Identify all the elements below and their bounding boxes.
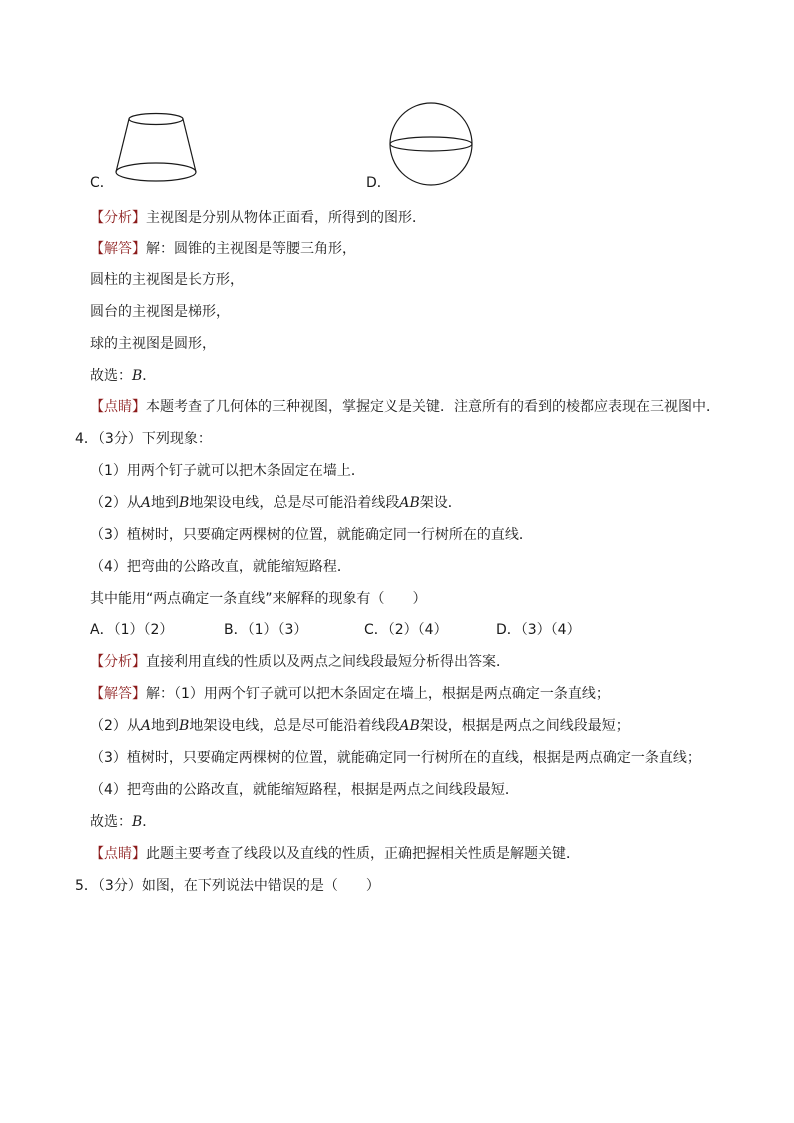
choice-prefix: 故选： [90, 368, 132, 384]
comment-tag: 【点睛】 [90, 399, 146, 415]
point-b: B [179, 718, 190, 734]
q3-comment [90, 397, 720, 417]
comment-text: 此题主要考查了线段以及直线的性质，正确把握相关性质是解题关键． [146, 846, 580, 862]
frustum-left-edge [116, 119, 129, 172]
q4-item-3: （3）植树时，只要确定两棵树的位置，就能确定同一行树所在的直线． [90, 527, 533, 543]
choice-prefix: 故选： [90, 814, 132, 830]
analysis-tag: 【分析】 [90, 654, 146, 670]
text-run: 地到 [151, 718, 180, 734]
option-d-label: D． [366, 175, 391, 191]
text-run: 地架设电线，总是尽可能沿着线段 [189, 718, 400, 734]
q3-answer [90, 239, 356, 259]
q4-answer-line2 [90, 716, 630, 736]
q4-item-2 [90, 493, 462, 513]
sphere-figure [388, 100, 478, 190]
answer-tag: 【解答】 [90, 686, 146, 702]
option-c-label: C． [90, 175, 114, 191]
text-run: 架设，根据是两点之间线段最短； [419, 718, 630, 734]
answer-tag: 【解答】 [90, 241, 146, 257]
answer-line: 解：（1）用两个钉子就可以把木条固定在墙上，根据是两点确定一条直线； [146, 686, 610, 702]
q4-stem: 4．（3分）下列现象： [75, 431, 212, 447]
segment-ab: AB [399, 495, 420, 511]
analysis-text: 直接利用直线的性质以及两点之间线段最短分析得出答案． [146, 654, 510, 670]
frustum-bottom-ellipse [116, 163, 196, 181]
frustum-top-ellipse [129, 114, 183, 125]
q4-answer-line4: （4）把弯曲的公路改直，就能缩短路程，根据是两点之间线段最短． [90, 782, 519, 798]
text-run: 地到 [151, 495, 180, 511]
q4-choice [90, 812, 156, 832]
q4-option-b: B．（1）（3） [224, 622, 308, 638]
sphere-equator [390, 137, 472, 151]
q3-answer-line2: 圆柱的主视图是长方形， [90, 272, 244, 288]
analysis-text: 主视图是分别从物体正面看，所得到的图形． [146, 210, 426, 226]
comment-tag: 【点睛】 [90, 846, 146, 862]
segment-ab: AB [399, 718, 420, 734]
q4-option-c: C．（2）（4） [364, 622, 448, 638]
q4-question: 其中能用“两点确定一条直线”来解释的现象有（ ） [90, 591, 427, 607]
text-run: 地架设电线，总是尽可能沿着线段 [189, 495, 400, 511]
text-run: （2）从 [90, 495, 141, 511]
sphere-outline [390, 103, 472, 185]
frustum-figure [110, 108, 200, 188]
choice-value: B [132, 814, 143, 830]
q4-item-1: （1）用两个钉子就可以把木条固定在墙上． [90, 463, 365, 479]
q4-item-4: （4）把弯曲的公路改直，就能缩短路程． [90, 559, 351, 575]
q3-answer-line3: 圆台的主视图是梯形， [90, 304, 230, 320]
comment-text: 本题考查了几何体的三种视图，掌握定义是关键．注意所有的看到的棱都应表现在三视图中． [146, 399, 720, 415]
choice-value: B [132, 368, 143, 384]
q5-stem: 5．（3分）如图，在下列说法中错误的是（ ） [75, 878, 380, 894]
point-a: A [140, 718, 152, 734]
q4-answer [90, 684, 610, 704]
choice-suffix: ． [142, 368, 157, 384]
text-run: （2）从 [90, 718, 141, 734]
answer-line: 解：圆锥的主视图是等腰三角形， [146, 241, 356, 257]
q4-analysis [90, 652, 510, 672]
q4-option-a: A．（1）（2） [90, 622, 174, 638]
q3-answer-line4: 球的主视图是圆形， [90, 336, 216, 352]
text-run: 架设． [419, 495, 462, 511]
point-b: B [179, 495, 190, 511]
q4-comment [90, 844, 580, 864]
q3-analysis [90, 208, 426, 228]
point-a: A [140, 495, 152, 511]
q4-answer-line3: （3）植树时，只要确定两棵树的位置，就能确定同一行树所在的直线，根据是两点确定一条直线； [90, 750, 701, 766]
analysis-tag: 【分析】 [90, 210, 146, 226]
q4-option-d: D．（3）（4） [496, 622, 581, 638]
q3-choice [90, 366, 156, 386]
choice-suffix: ． [142, 814, 157, 830]
frustum-right-edge [183, 119, 196, 172]
